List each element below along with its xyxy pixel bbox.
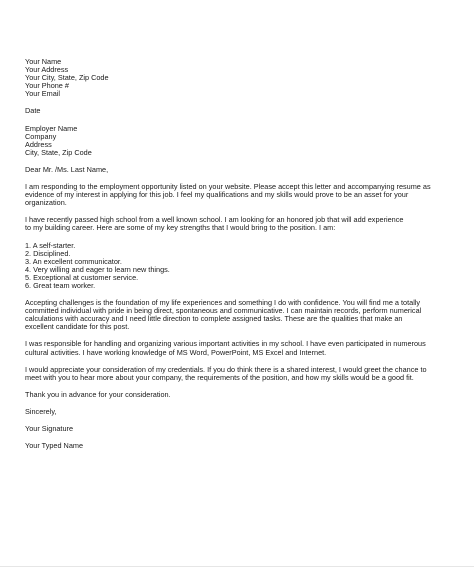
list-item: 1. A self-starter. bbox=[25, 240, 76, 250]
employer-name: Employer Name bbox=[25, 123, 78, 133]
paragraph-line: evidence of my interest in applying for this job. I feel my qualifications and my skills would prove to be an asset for your bbox=[25, 190, 409, 200]
paragraph-line: committed individual with pride in being direct, spontaneous and communicative. I can maintain records, perform numerical bbox=[25, 306, 422, 316]
employer-city: City, State, Zip Code bbox=[25, 147, 92, 157]
letter-page bbox=[25, 58, 455, 450]
letter-date: Date bbox=[25, 106, 41, 116]
paragraph-line: Accepting challenges is the foundation of my life experiences and something I do with confidence. You will find me a totally bbox=[25, 298, 421, 308]
paragraph-line: calculations with accuracy and I need little direction to complete assigned tasks. These are the qualities that make an bbox=[25, 314, 403, 324]
closing-thanks: Thank you in advance for your consideration. bbox=[25, 389, 171, 399]
signoff: Sincerely, bbox=[25, 406, 57, 416]
paragraph-line: meet with you to hear more about your company, the requirements of the position, and how my skills would be a good fit. bbox=[25, 372, 414, 382]
paragraph-line: organization. bbox=[25, 198, 67, 208]
list-item: 5. Exceptional at customer service. bbox=[25, 272, 139, 282]
sender-city: Your City, State, Zip Code bbox=[25, 73, 109, 83]
typed-name: Your Typed Name bbox=[25, 441, 84, 451]
paragraph-activities bbox=[25, 340, 455, 356]
sender-email: Your Email bbox=[25, 89, 61, 99]
paragraph-intro bbox=[25, 183, 455, 207]
employer-block bbox=[25, 125, 455, 157]
paragraph-line: to my building career. Here are some of my key strengths that I would bring to the position. I am: bbox=[25, 223, 336, 233]
sender-name: Your Name bbox=[25, 57, 62, 66]
list-item: 6. Great team worker. bbox=[25, 280, 96, 290]
employer-address: Address bbox=[25, 139, 52, 149]
paragraph-line: I have recently passed high school from a well known school. I am looking for an honored job that will add experience bbox=[25, 215, 404, 225]
paragraph-background bbox=[25, 216, 455, 232]
signature: Your Signature bbox=[25, 424, 74, 433]
paragraph-line: I would appreciate your consideration of my credentials. If you do think there is a shared interest, I would greet the chance to bbox=[25, 364, 427, 374]
sender-phone: Your Phone # bbox=[25, 81, 69, 91]
sender-address: Your Address bbox=[25, 65, 69, 75]
employer-company: Company bbox=[25, 131, 57, 141]
paragraph-line: I was responsible for handling and organizing various important activities in my school. I have even participated in numerous bbox=[25, 339, 426, 349]
paragraph-line: excellent candidate for this post. bbox=[25, 322, 130, 332]
paragraph-line: I am responding to the employment opportunity listed on your website. Please accept this letter and accompanying resume as bbox=[25, 182, 431, 192]
paragraph-closing bbox=[25, 366, 455, 382]
list-item: 4. Very willing and eager to learn new things. bbox=[25, 264, 170, 274]
list-item: 2. Disciplined. bbox=[25, 248, 71, 258]
sender-block bbox=[25, 58, 455, 98]
salutation: Dear Mr. /Ms. Last Name, bbox=[25, 164, 109, 174]
strengths-list bbox=[25, 242, 455, 291]
paragraph-qualities bbox=[25, 299, 455, 331]
list-item: 3. An excellent communicator. bbox=[25, 256, 122, 266]
paragraph-line: cultural activities. I have working knowledge of MS Word, PowerPoint, MS Excel and Internet. bbox=[25, 347, 327, 357]
page-bottom-divider bbox=[0, 566, 474, 567]
